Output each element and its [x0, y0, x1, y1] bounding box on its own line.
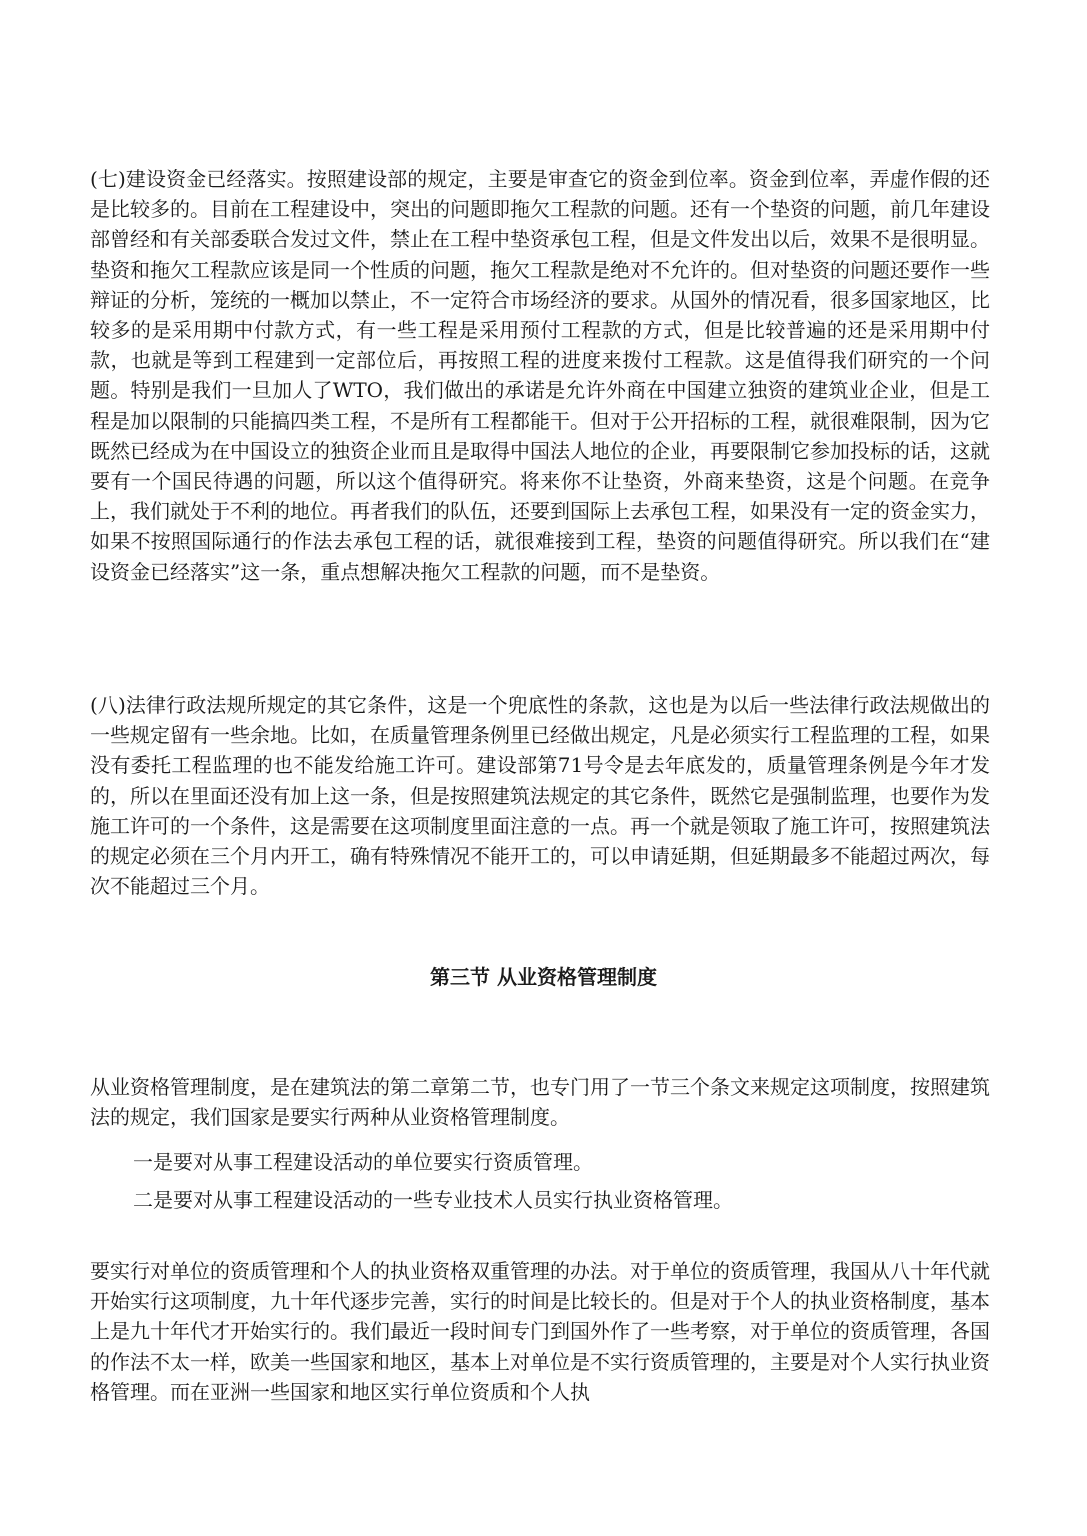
- paragraph-qualification-intro: 从业资格管理制度，是在建筑法的第二章第二节，也专门用了一节三个条文来规定这项制度，按照建筑法的规定，我们国家是要实行两种从业资格管理制度。: [90, 1075, 990, 1130]
- list-item-personal-qualification: 二是要对从事工程建设活动的一些专业技术人员实行执业资格管理。: [133, 1188, 733, 1212]
- section-heading: 第三节 从业资格管理制度: [430, 965, 657, 989]
- paragraph-dual-management: 要实行对单位的资质管理和个人的执业资格双重管理的办法。对于单位的资质管理，我国从八十年代就开始实行这项制度，九十年代逐步完善，实行的时间是比较长的。但是对于个人的执业资格制度，基本上是九十年代才开始实行的。我们最近一段时间专门到国外作了一些考察，对于单位的资质管理，各国的作法不太一样，欧美一些国家和地区，基本上对单位是不实行资质管理的，主要是对个人实行执业资格管理。而在亚洲一些国家和地区实行单位资质和个人执: [90, 1259, 990, 1404]
- paragraph-other-conditions: (八)法律行政法规所规定的其它条件，这是一个兜底性的条款，这也是为以后一些法律行政法规做出的一些规定留有一些余地。比如，在质量管理条例里已经做出规定，凡是必须实行工程监理的工程，如果没有委托工程监理的也不能发给施工许可。建设部第71号令是去年底发的，质量管理条例是今年才发的，所以在里面还没有加上这一条，但是按照建筑法规定的其它条件，既然它是强制监理，也要作为发施工许可的一个条件，这是需要在这项制度里面注意的一点。再一个就是领取了施工许可，按照建筑法的规定必须在三个月内开工，确有特殊情况不能开工的，可以申请延期，但延期最多不能超过两次，每次不能超过三个月。: [90, 693, 990, 899]
- paragraph-funding-in-place: (七)建设资金已经落实。按照建设部的规定，主要是审查它的资金到位率。资金到位率，弄虚作假的还是比较多的。目前在工程建设中，突出的问题即拖欠工程款的问题。还有一个垫资的问题，前几年建设部曾经和有关部委联合发过文件，禁止在工程中垫资承包工程，但是文件发出以后，效果不是很明显。垫资和拖欠工程款应该是同一个性质的问题，拖欠工程款是绝对不允许的。但对垫资的问题还要作一些辩证的分析，笼统的一概加以禁止，不一定符合市场经济的要求。从国外的情况看，很多国家地区，比较多的是采用期中付款方式，有一些工程是采用预付工程款的方式，但是比较普遍的还是采用期中付款，也就是等到工程建到一定部位后，再按照工程的进度来拨付工程款。这是值得我们研究的一个问题。特别是我们一旦加人了WTO，我们做出的承诺是允许外商在中国建立独资的建筑业企业，但是工程是加以限制的只能搞四类工程，不是所有工程都能干。但对于公开招标的工程，就很难限制，因为它既然已经成为在中国设立的独资企业而且是取得中国法人地位的企业，再要限制它参加投标的话，这就要有一个国民待遇的问题，所以这个值得研究。将来你不让垫资，外商来垫资，这是个问题。在竞争上，我们就处于不利的地位。再者我们的队伍，还要到国际上去承包工程，如果没有一定的资金实力，如果不按照国际通行的作法去承包工程的话，就很难接到工程，垫资的问题值得研究。所以我们在“建设资金已经落实”这一条，重点想解决拖欠工程款的问题，而不是垫资。: [90, 167, 990, 584]
- list-item-unit-qualification: 一是要对从事工程建设活动的单位要实行资质管理。: [133, 1150, 593, 1174]
